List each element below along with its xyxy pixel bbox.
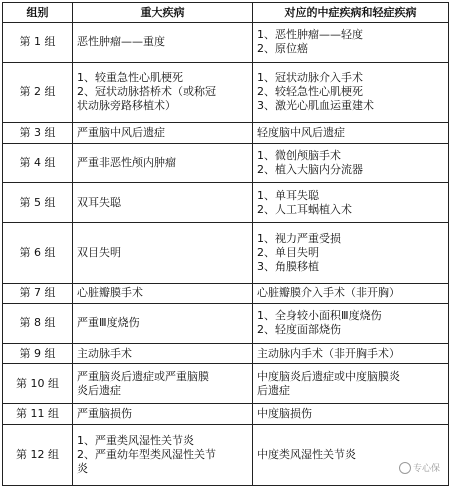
minor-disease-line: 2、轻度面部烧伤 (257, 323, 341, 337)
minor-disease-line: 2、较轻急性心肌梗死 (257, 85, 363, 99)
group-cell: 第 7 组 (3, 283, 73, 303)
table-row (3, 62, 449, 122)
major-disease-line: 双目失明 (77, 245, 121, 259)
major-disease-cell (73, 364, 253, 404)
minor-disease-line: 主动脉内手术（非开胸手术） (257, 346, 400, 360)
major-disease-line: 2、冠状动脉搭桥术（或称冠 (77, 85, 216, 99)
major-disease-cell (73, 143, 253, 183)
minor-disease-line: 心脏瓣膜介入手术（非开胸） (257, 286, 400, 300)
table-row (3, 303, 449, 343)
major-disease-line: 严重Ⅲ度烧伤 (77, 316, 140, 330)
header-row (3, 3, 449, 23)
table-row (3, 424, 449, 485)
minor-disease-line: 3、激光心肌血运重建术 (257, 99, 374, 113)
table-row (3, 123, 449, 143)
header-minor-disease: 对应的中症疾病和轻症疾病 (253, 3, 449, 23)
minor-disease-cell (253, 223, 449, 283)
minor-disease-line: 3、角膜移植 (257, 259, 319, 273)
major-disease-cell (73, 303, 253, 343)
minor-disease-cell (253, 123, 449, 143)
minor-disease-line: 1、视力严重受损 (257, 231, 341, 245)
minor-disease-cell (253, 404, 449, 424)
minor-disease-cell (253, 343, 449, 363)
minor-disease-line: 轻度脑中风后遗症 (257, 125, 345, 139)
table-row (3, 364, 449, 404)
major-disease-line: 严重脑炎后遗症或严重脑膜 (77, 369, 209, 383)
table-row (3, 23, 449, 63)
major-disease-cell (73, 62, 253, 122)
minor-disease-line: 1、单耳失聪 (257, 188, 319, 202)
major-disease-line: 严重脑损伤 (77, 406, 132, 420)
major-disease-line: 双耳失聪 (77, 195, 121, 209)
major-disease-line: 严重非恶性颅内肿瘤 (77, 155, 176, 169)
major-disease-cell (73, 223, 253, 283)
major-disease-line: 炎后遗症 (77, 383, 121, 397)
major-disease-cell (73, 343, 253, 363)
header-group: 组别 (3, 3, 73, 23)
table-row (3, 404, 449, 424)
major-disease-cell (73, 123, 253, 143)
minor-disease-cell (253, 364, 449, 404)
minor-disease-line: 后遗症 (257, 383, 290, 397)
minor-disease-line: 1、微创颅脑手术 (257, 148, 341, 162)
minor-disease-line: 2、原位癌 (257, 42, 308, 56)
minor-disease-line: 1、恶性肿瘤——轻度 (257, 28, 363, 42)
major-disease-cell (73, 23, 253, 63)
major-disease-line: 炎 (77, 461, 88, 475)
group-cell: 第 2 组 (3, 62, 73, 122)
major-disease-line: 恶性肿瘤——重度 (77, 35, 165, 49)
major-disease-cell (73, 183, 253, 223)
major-disease-line: 严重脑中风后遗症 (77, 125, 165, 139)
table-row (3, 143, 449, 183)
minor-disease-cell (253, 143, 449, 183)
minor-disease-line: 1、冠状动脉介入手术 (257, 71, 363, 85)
major-disease-cell (73, 283, 253, 303)
group-cell: 第 3 组 (3, 123, 73, 143)
group-cell: 第 11 组 (3, 404, 73, 424)
group-cell: 第 4 组 (3, 143, 73, 183)
major-disease-line: 1、严重类风湿性关节炎 (77, 433, 194, 447)
minor-disease-line: 中度类风湿性关节炎 (257, 447, 356, 461)
minor-disease-line: 2、单目失明 (257, 245, 319, 259)
table-row (3, 223, 449, 283)
table-row (3, 343, 449, 363)
table-row (3, 283, 449, 303)
minor-disease-cell (253, 62, 449, 122)
minor-disease-cell (253, 183, 449, 223)
group-cell: 第 1 组 (3, 23, 73, 63)
disease-table (2, 2, 449, 486)
minor-disease-line: 中度脑损伤 (257, 406, 312, 420)
group-cell: 第 9 组 (3, 343, 73, 363)
major-disease-line: 主动脉手术 (77, 346, 132, 360)
header-major-disease: 重大疾病 (73, 3, 253, 23)
minor-disease-line: 中度脑炎后遗症或中度脑膜炎 (257, 369, 400, 383)
group-cell: 第 10 组 (3, 364, 73, 404)
table-row (3, 183, 449, 223)
watermark-text: 专心保 (412, 464, 440, 474)
group-cell: 第 12 组 (3, 424, 73, 485)
chat-bubble-icon (399, 462, 411, 474)
watermark (399, 461, 440, 474)
major-disease-line: 状动脉旁路移植术） (77, 99, 176, 113)
group-cell: 第 6 组 (3, 223, 73, 283)
minor-disease-cell (253, 283, 449, 303)
minor-disease-cell (253, 303, 449, 343)
minor-disease-line: 2、植入大脑内分流器 (257, 162, 363, 176)
major-disease-cell (73, 404, 253, 424)
minor-disease-cell (253, 424, 449, 485)
major-disease-cell (73, 424, 253, 485)
minor-disease-line: 1、全身较小面积Ⅲ度烧伤 (257, 309, 382, 323)
major-disease-line: 心脏瓣膜手术 (77, 286, 143, 300)
minor-disease-cell (253, 23, 449, 63)
major-disease-line: 1、较重急性心肌梗死 (77, 71, 183, 85)
group-cell: 第 5 组 (3, 183, 73, 223)
major-disease-line: 2、严重幼年型类风湿性关节 (77, 447, 216, 461)
group-cell: 第 8 组 (3, 303, 73, 343)
minor-disease-line: 2、人工耳蜗植入术 (257, 202, 352, 216)
